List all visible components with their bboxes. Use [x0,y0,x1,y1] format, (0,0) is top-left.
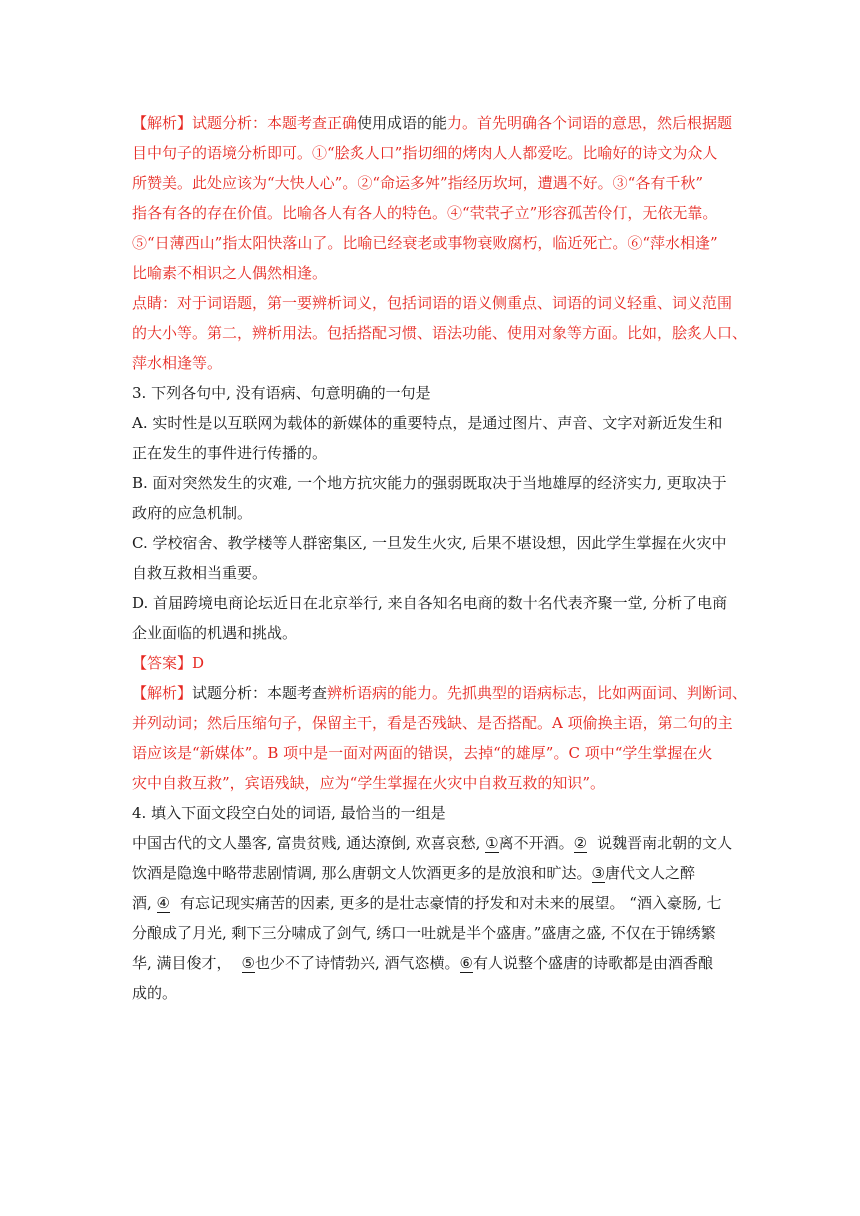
blank-3: ③ [591,864,605,882]
passage-line: 饮酒是隐逸中略带悲剧情调, 那么唐朝文人饮酒更多的是放浪和旷达。③唐代文人之醉 [132,864,696,882]
analysis-q2-line: 比喻素不相识之人偶然相逢。 [132,264,328,282]
analysis-q2 [132,108,732,288]
answer-line [132,648,732,678]
analysis-q3 [132,678,748,798]
question-3 [132,378,732,678]
analysis-q2-line: 所赞美。此处应该为“大快人心”。②“命运多舛”指经历坎坷，遭遇不好。③“各有千秋” [132,174,704,192]
option-d: D. 首届跨境电商论坛近日在北京举行, 来自各知名电商的数十名代表齐聚一堂, 分析了电商 [132,594,728,612]
analysis-q2-line: 指各有各的存在价值。比喻各人有各人的特色。④“茕茕孑立”形容孤苦伶仃，无依无靠。 [132,204,718,222]
question-3-stem: 3. 下列各句中, 没有语病、句意明确的一句是 [132,384,431,402]
option-a: A. 实时性是以互联网为载体的新媒体的重要特点，是通过图片、声音、文字对新近发生和 [132,414,723,432]
blank-5: ⑤ [241,954,255,972]
passage-line: 中国古代的文人墨客, 富贵贫贱, 通达潦倒, 欢喜哀愁, ①离不开酒。② 说魏晋南北朝的文人 [132,834,733,852]
tip-line: 萍水相逢等。 [132,354,223,372]
blank-2: ② [573,834,588,852]
option-d-cont: 企业面临的机遇和挑战。 [132,624,298,642]
tip-line: 的大小等。第二，辨析用法。包括搭配习惯、语法功能、使用对象等方面。比如，脍炙人口、 [132,324,748,342]
question-4-stem: 4. 填入下面文段空白处的词语, 最恰当的一组是 [132,804,446,822]
document-page [132,108,748,1008]
answer-label: 【答案】 [132,654,193,672]
option-c-cont: 自救互救相当重要。 [132,564,268,582]
tip-section [132,288,748,378]
analysis-q2-line: 目中句子的语境分析即可。①“脍炙人口”指切细的烤肉人人都爱吃。比喻好的诗文为众人 [132,144,718,162]
passage-line: 华, 满目俊才， ⑤也少不了诗情勃兴, 酒气恣横。⑥有人说整个盛唐的诗歌都是由酒香酿 [132,954,714,972]
passage-line: 分酿成了月光, 剩下三分啸成了剑气, 绣口一吐就是半个盛唐。”盛唐之盛, 不仅在于锦绣繁 [132,924,716,942]
analysis-q3-line: 语应该是“新媒体”。B 项中是一面对两面的错误，去掉“的雄厚”。C 项中“学生掌握在火 [132,744,713,762]
option-b: B. 面对突然发生的灾难, 一个地方抗灾能力的强弱既取决于当地雄厚的经济实力, 更取决于 [132,474,727,492]
analysis-q3-line: 并列动词；然后压缩句子，保留主干，看是否残缺、是否搭配。A 项偷换主语，第二句的主 [132,714,733,732]
blank-4: ④ [156,894,170,912]
blank-1: ① [485,834,499,852]
analysis-q3-line: 【解析】试题分析：本题考查辨析语病的能力。先抓典型的语病标志，比如两面词、判断词、 [132,684,748,702]
option-a-cont: 正在发生的事件进行传播的。 [132,444,328,462]
analysis-q2-line: ⑤“日薄西山”指太阳快落山了。比喻已经衰老或事物衰败腐朽，临近死亡。⑥“萍水相逢” [132,234,718,252]
analysis-q3-line: 灾中自救互救”，宾语残缺，应为“学生掌握在火灾中自救互救的知识”。 [132,774,606,792]
tip-line: 点睛：对于词语题，第一要辨析词义，包括词语的语义侧重点、词语的词义轻重、词义范围 [132,294,733,312]
passage-line: 成的。 [132,984,178,1002]
analysis-q2-line: 【解析】试题分析：本题考查正确使用成语的能力。首先明确各个词语的意思，然后根据题 [132,114,733,132]
question-4 [132,798,732,1008]
answer-value: D [192,654,205,672]
option-b-cont: 政府的应急机制。 [132,504,253,522]
passage-line: 酒, ④ 有忘记现实痛苦的因素, 更多的是壮志豪情的抒发和对未来的展望。 “酒入豪肠, 七 [132,894,722,912]
option-c: C. 学校宿舍、教学楼等人群密集区, 一旦发生火灾, 后果不堪设想，因此学生掌握在火灾中 [132,534,727,552]
blank-6: ⑥ [459,954,473,972]
